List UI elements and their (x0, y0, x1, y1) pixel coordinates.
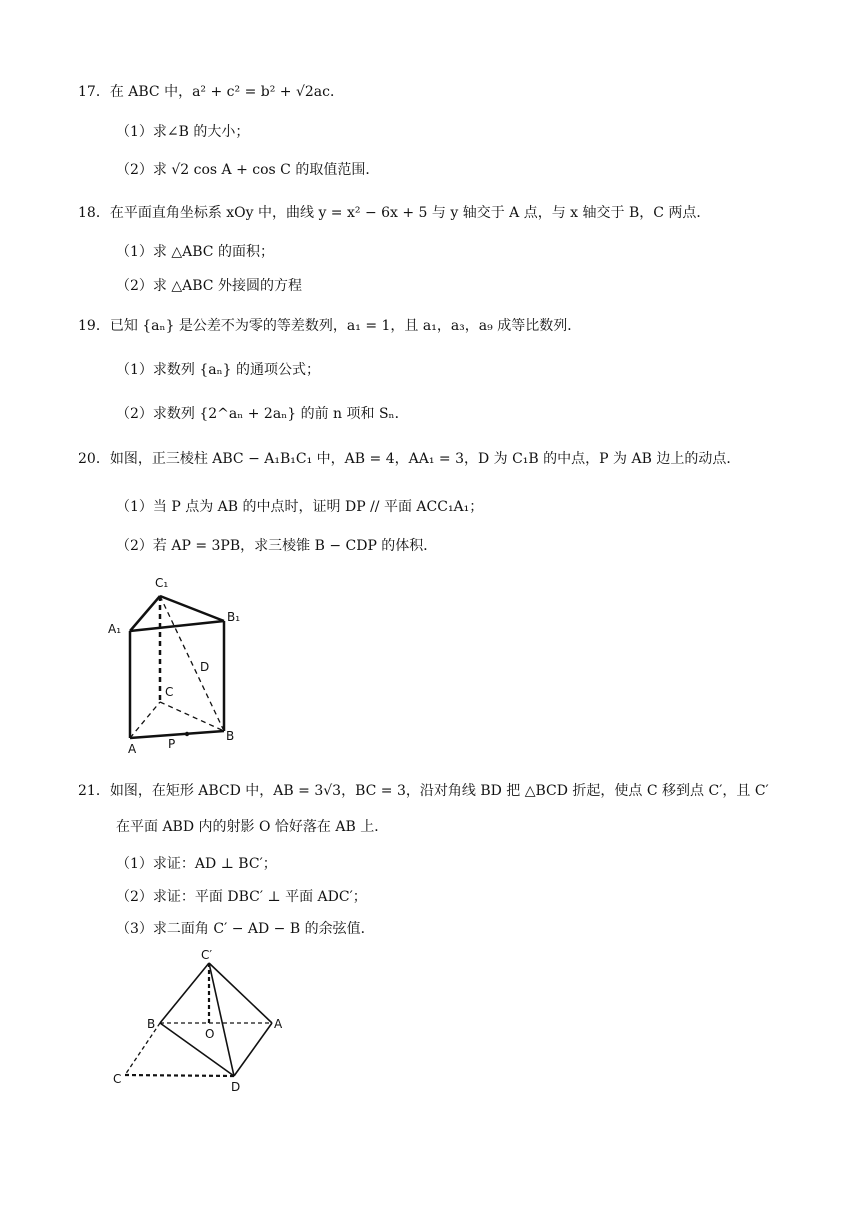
prism-figure (100, 565, 270, 760)
problem-17-part-2: （2）求 √2 cos A + cos C 的取值范围． (116, 162, 380, 178)
label-b1: B₁ (227, 610, 241, 624)
problem-19-part-2: （2）求数列 {2^aₙ + 2aₙ} 的前 n 项和 Sₙ． (116, 406, 409, 422)
label-c-prime: C′ (201, 948, 213, 962)
edge-cp-a (209, 963, 272, 1023)
problem-19-part-1: （1）求数列 {aₙ} 的通项公式； (116, 362, 321, 378)
problem-20-part-1: （1）当 P 点为 AB 的中点时，证明 DP // 平面 ACC₁A₁； (116, 499, 484, 515)
label-a: A (274, 1017, 283, 1031)
problem-21-stem-cont: 在平面 ABD 内的射影 O 恰好落在 AB 上． (116, 819, 389, 835)
edge-c-b (160, 702, 224, 731)
label-a: A (128, 742, 137, 756)
label-d: D (231, 1080, 241, 1094)
problem-18-part-1: （1）求 △ABC 的面积； (116, 244, 274, 260)
problem-21-stem: 21．如图，在矩形 ABCD 中，AB = 3√3，BC = 3，沿对角线 BD 把 △BCD 折起，使点 C 移到点 C′，且 C′ (78, 783, 769, 799)
problem-20-part-2: （2）若 AP = 3PB，求三棱锥 B − CDP 的体积． (116, 538, 438, 554)
label-b: B (147, 1017, 156, 1031)
edge-c1-b1 (160, 596, 224, 621)
problem-21-part-1: （1）求证：AD ⊥ BC′； (116, 856, 277, 872)
problem-17-part-1: （1）求∠B 的大小； (116, 124, 250, 140)
problem-21-part-3: （3）求二面角 C′ − AD − B 的余弦值． (116, 921, 375, 937)
label-c1: C₁ (155, 576, 169, 590)
label-c: C (113, 1072, 122, 1086)
label-o: O (205, 1027, 215, 1041)
edge-a-c (130, 702, 160, 738)
label-c: C (165, 685, 174, 699)
edge-b-d (160, 1023, 234, 1076)
fold-figure (105, 945, 295, 1095)
label-a1: A₁ (108, 622, 122, 636)
edge-a-d (234, 1023, 272, 1076)
problem-18-stem: 18．在平面直角坐标系 xOy 中，曲线 y = x² − 6x + 5 与 y 轴交于 A 点，与 x 轴交于 B，C 两点． (78, 205, 711, 221)
label-d: D (200, 660, 210, 674)
problem-19-stem: 19．已知 {aₙ} 是公差不为零的等差数列，a₁ = 1，且 a₁，a₃，a₉ 成等比数列． (78, 318, 582, 334)
edge-a1-c1 (130, 596, 160, 631)
edge-cp-d (209, 963, 234, 1076)
point-p (185, 732, 189, 736)
problem-20-stem: 20．如图，正三棱柱 ABC − A₁B₁C₁ 中，AB = 4，AA₁ = 3，D 为 C₁B 的中点，P 为 AB 边上的动点． (78, 451, 741, 467)
edge-c-d (125, 1075, 234, 1076)
label-p: P (168, 737, 176, 751)
edge-a-b (130, 731, 224, 738)
problem-21-part-2: （2）求证：平面 DBC′ ⊥ 平面 ADC′； (116, 889, 367, 905)
problem-18-part-2: （2）求 △ABC 外接圆的方程 (116, 278, 302, 294)
edge-cp-b (160, 963, 209, 1023)
edge-a1-b1 (130, 621, 224, 631)
problem-17-stem: 17．在 ABC 中，a² + c² = b² + √2ac． (78, 84, 344, 100)
label-b: B (226, 729, 235, 743)
